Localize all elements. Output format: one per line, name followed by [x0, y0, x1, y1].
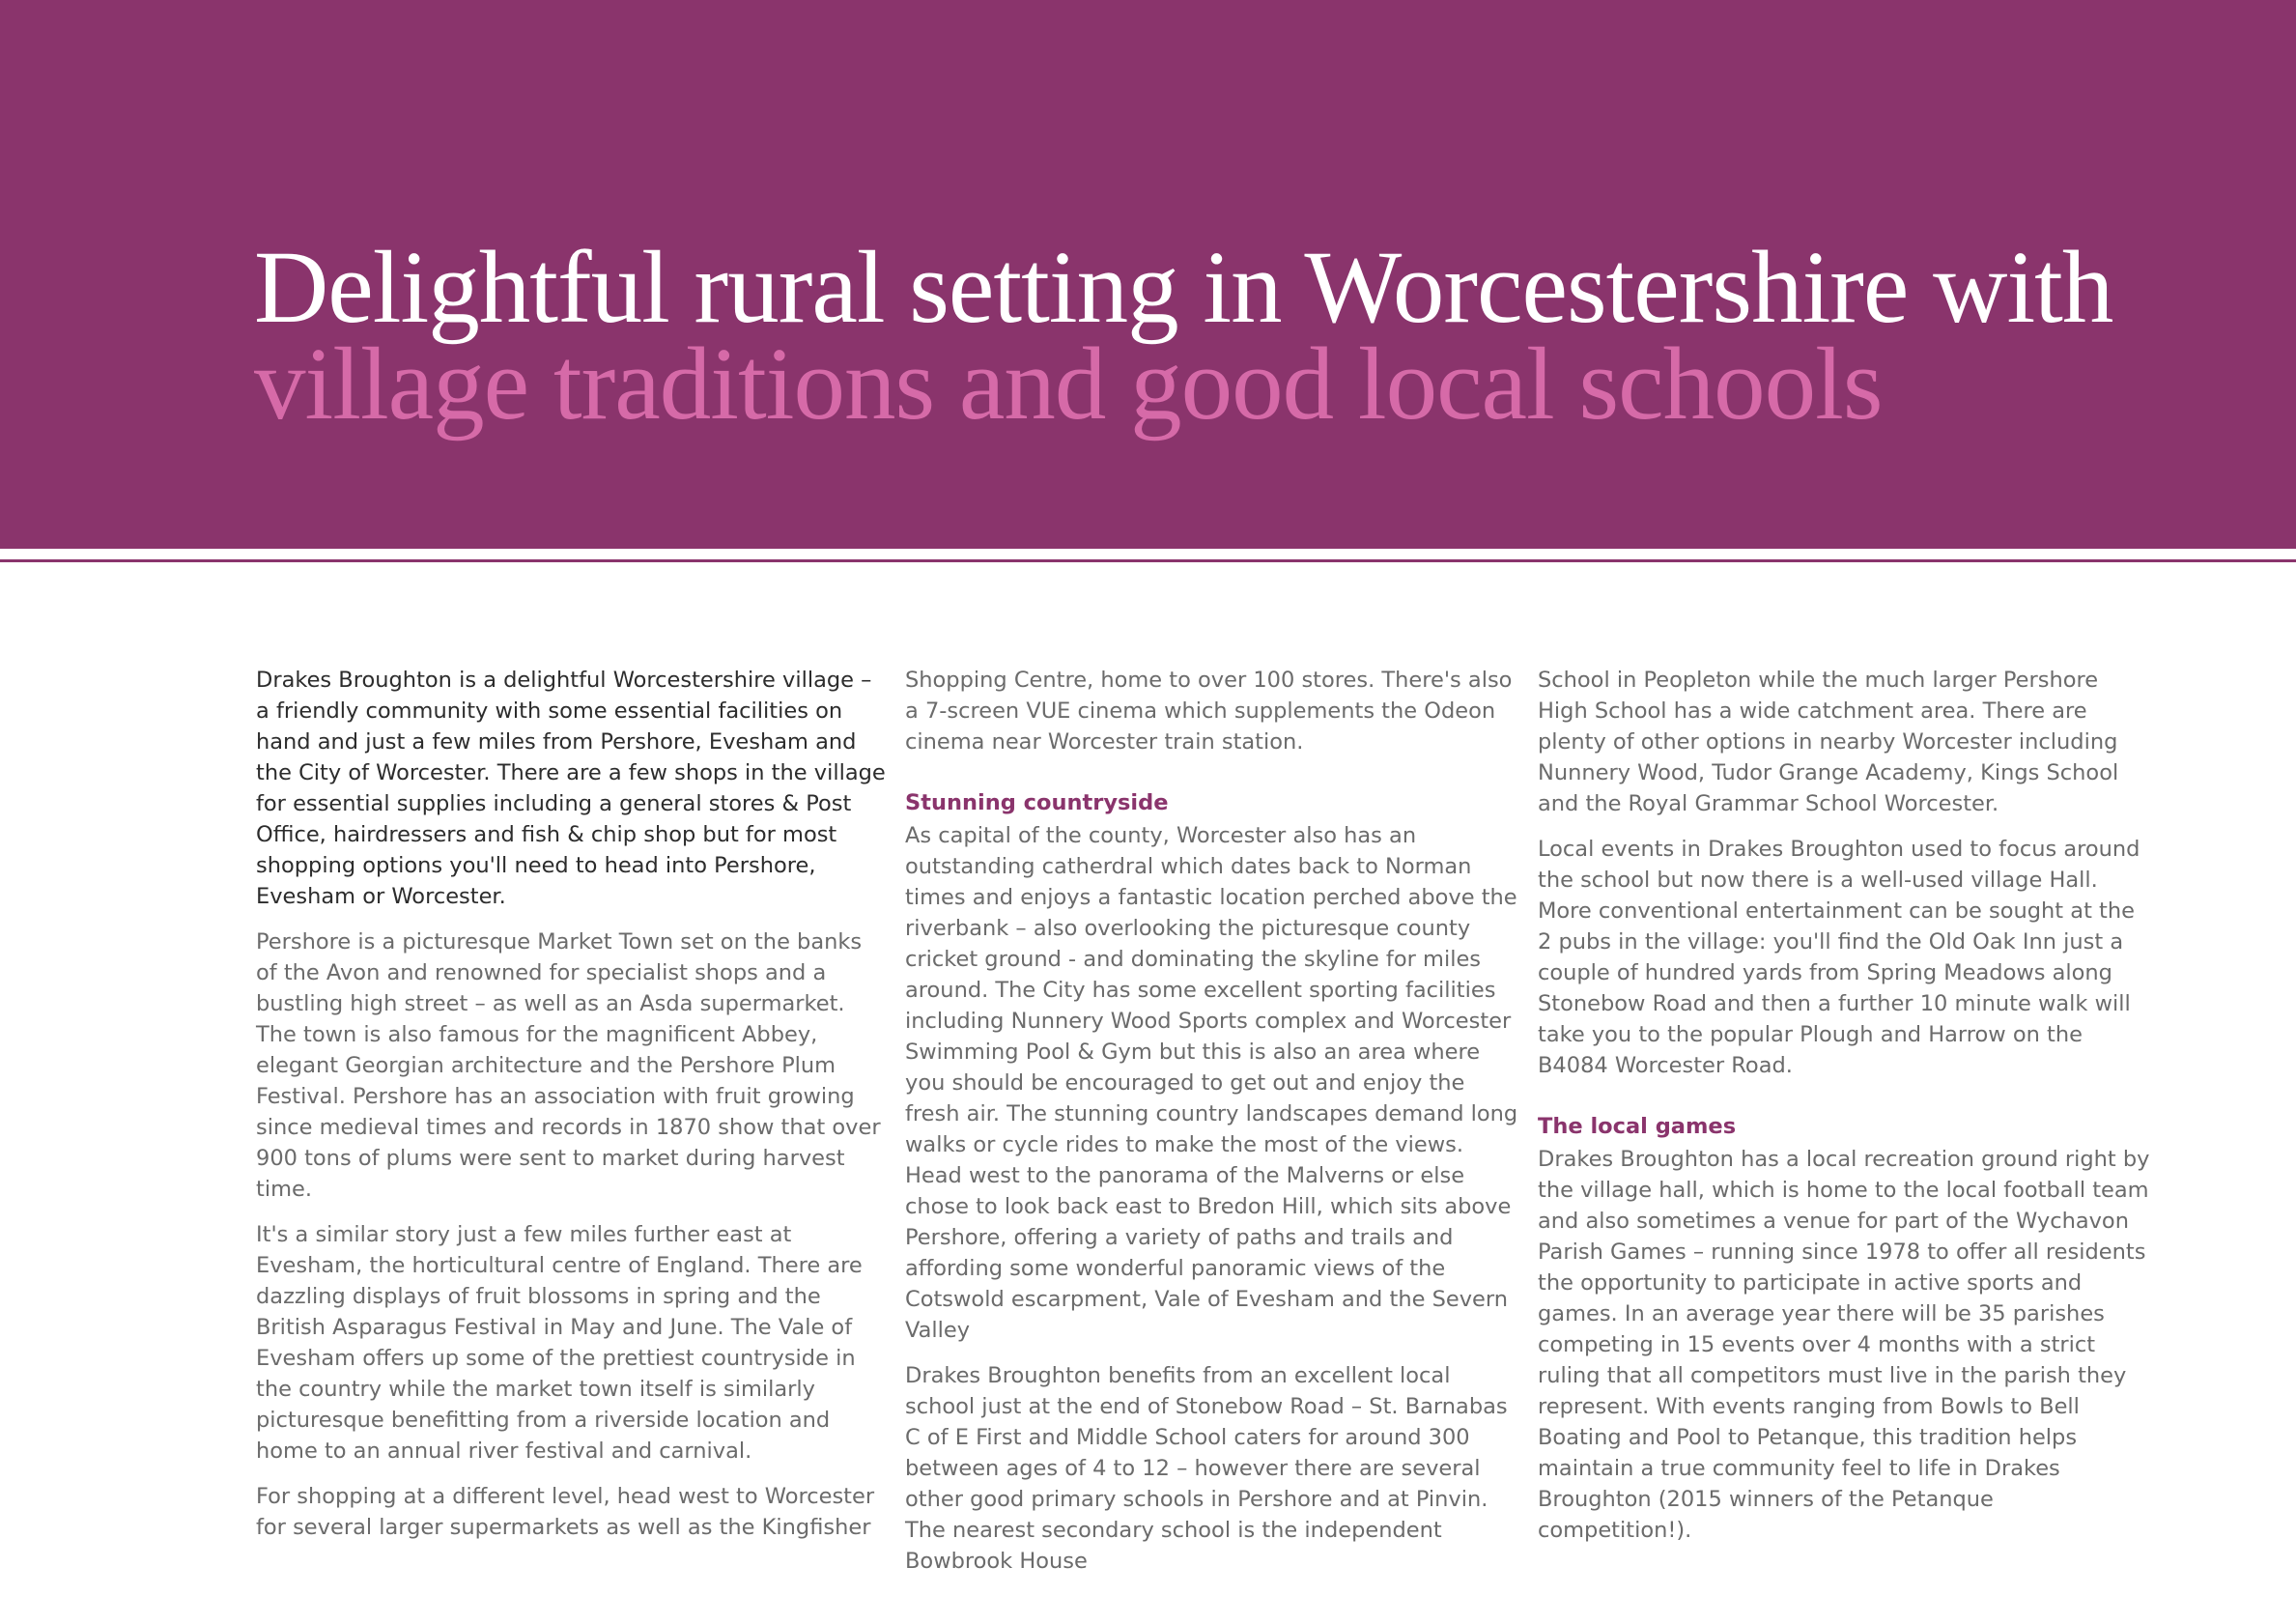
shopping-paragraph: For shopping at a different level, head west to Worcester for several larger supermarkets as well as the Kingfisher — [256, 1484, 875, 1540]
shopping-centre-paragraph: Shopping Centre, home to over 100 stores. There's also a 7-screen VUE cinema which supplements the Odeon cinema near Worcester train station. — [905, 668, 1513, 755]
section-heading-countryside: Stunning countryside — [905, 790, 1169, 815]
divider-rule — [0, 559, 2296, 562]
local-games-paragraph: Drakes Broughton has a local recreation ground right by the village hall, which is home to the local football team and also sometimes a venue for part of the Wychavon Parish Games – running since 1978 to offer all residents the opportunity to participate in active sports and games. In an average year there will be 35 parishes competing in 15 events over 4 months with a strict ruling that all competitors must live in the parish they represent. With events ranging from Bowls to Bell Boating and Pool to Petanque, this tradition helps maintain a true community feel to life in Drakes Broughton (2015 winners of the Petanque competition!). — [1538, 1147, 2150, 1543]
title-line-1: Delightful rural setting in Worcestershire with — [254, 231, 2113, 345]
schools-paragraph: Drakes Broughton benefits from an excellent local school just at the end of Stonebow Road – St. Barnabas C of E First and Middle School caters for around 300 between ages of 4 to 12 – however there are several other good primary schools in Pershore and at Pinvin. The nearest secondary school is the independent Bowbrook House — [905, 1363, 1508, 1574]
header-banner — [0, 0, 2296, 549]
text-column-3 — [1538, 665, 2151, 1560]
page-title — [254, 231, 2234, 442]
secondary-schools-paragraph: School in Peopleton while the much larger Pershore High School has a wide catchment area. There are plenty of other options in nearby Worcester including Nunnery Wood, Tudor Grange Academy, Kings School and the Royal Grammar School Worcester. — [1538, 668, 2119, 816]
countryside-paragraph: As capital of the county, Worcester also has an outstanding catherdral which dates back to Norman times and enjoys a fantastic location perched above the riverbank – also overlooking the picturesque county cricket ground - and dominating the skyline for miles around. The City has some excellent sporting facilities including Nunnery Wood Sports complex and Worcester Swimming Pool & Gym but this is also an area where you should be encouraged to get out and enjoy the fresh air. The stunning country landscapes demand long walks or cycle rides to make the most of the views. Head west to the panorama of the Malverns or else chose to look back east to Bredon Hill, which sits above Pershore, offering a variety of paths and trails and affording some wonderful panoramic views of the Cotswold escarpment, Vale of Evesham and the Severn Valley — [905, 823, 1518, 1343]
intro-paragraph: Drakes Broughton is a delightful Worcestershire village – a friendly community with some essential facilities on hand and just a few miles from Pershore, Evesham and the City of Worcester. There are a few shops in the village for essential supplies including a general stores & Post Office, hairdressers and fish & chip shop but for most shopping options you'll need to head into Pershore, Evesham or Worcester. — [256, 668, 886, 909]
local-events-paragraph: Local events in Drakes Broughton used to focus around the school but now there is a well-used village Hall. More conventional entertainment can be sought at the 2 pubs in the village: you'll find the Old Oak Inn just a couple of hundred yards from Spring Meadows along Stonebow Road and then a further 10 minute walk will take you to the popular Plough and Harrow on the B4084 Worcester Road. — [1538, 837, 2140, 1078]
text-column-1 — [256, 665, 889, 1557]
evesham-paragraph: It's a similar story just a few miles further east at Evesham, the horticultural centre of England. There are dazzling displays of fruit blossoms in spring and the British Asparagus Festival in May and June. The Vale of Evesham offers up some of the prettiest countryside in the country while the market town itself is similarly picturesque benefitting from a riverside location and home to an annual river festival and carnival. — [256, 1222, 863, 1464]
pershore-paragraph: Pershore is a picturesque Market Town set on the banks of the Avon and renowned for specialist shops and a bustling high street – as well as an Asda supermarket. The town is also famous for the magnificent Abbey, elegant Georgian architecture and the Pershore Plum Festival. Pershore has an association with fruit growing since medieval times and records in 1870 show that over 900 tons of plums were sent to market during harvest time. — [256, 929, 881, 1202]
title-line-2: village traditions and good local schools — [254, 328, 1883, 442]
section-heading-local-games: The local games — [1538, 1114, 1737, 1139]
text-column-2 — [905, 665, 1518, 1591]
